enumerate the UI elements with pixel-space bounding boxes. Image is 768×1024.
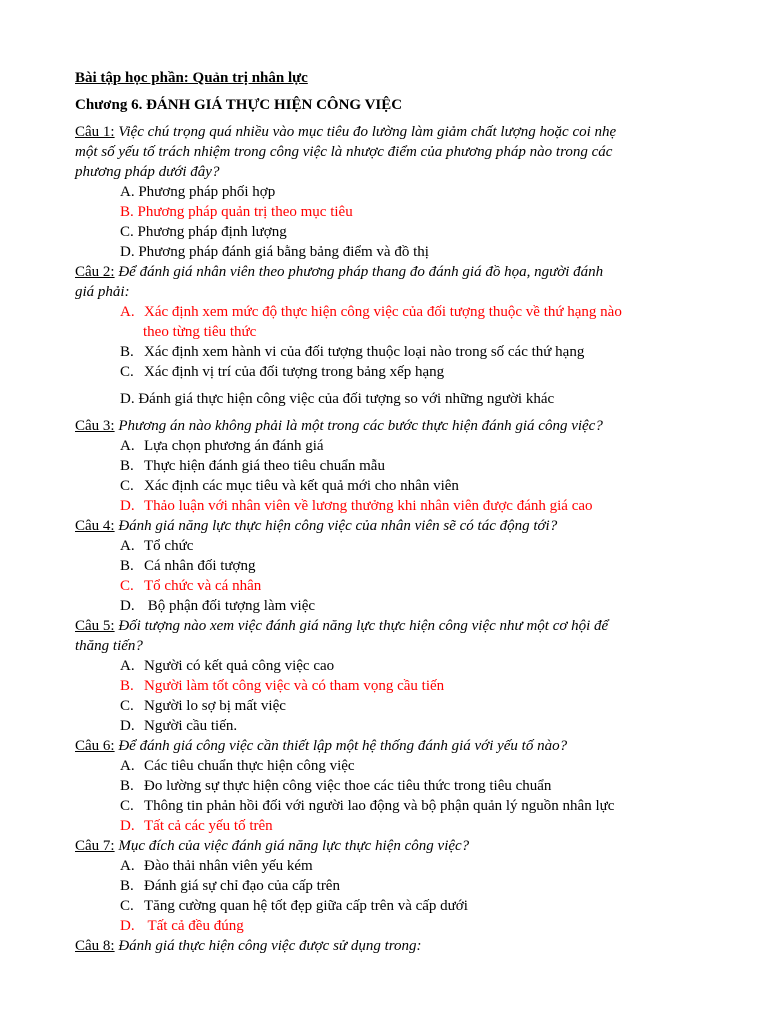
q6-option-a: A. Các tiêu chuẩn thực hiện công việc — [120, 758, 355, 774]
q1-option-c: C. Phương pháp định lượng — [120, 224, 287, 240]
course-title: Bài tập học phần: Quản trị nhân lực — [75, 70, 308, 86]
question-2-line-1: Câu 2: Để đánh giá nhân viên theo phương pháp thang đo đánh giá đồ họa, người đánh — [75, 264, 604, 280]
q6-option-c: C. Thông tin phản hồi đối với người lao động và bộ phận quản lý nguồn nhân lực — [120, 798, 615, 814]
question-8-label: Câu 8: — [75, 938, 115, 954]
q3-option-b: B. Thực hiện đánh giá theo tiêu chuẩn mẫu — [120, 458, 385, 474]
q3-option-a: A. Lựa chọn phương án đánh giá — [120, 438, 324, 454]
q2-option-a-correct: A. Xác định xem mức độ thực hiện công việc của đối tượng thuộc về thứ hạng nào — [120, 304, 622, 320]
question-1-line-3: phương pháp dưới đây? — [75, 164, 220, 180]
q6-option-b: B. Đo lường sự thực hiện công việc thoe các tiêu thức trong tiêu chuẩn — [120, 778, 552, 794]
q6-option-d-correct: D. Tất cả các yếu tố trên — [120, 818, 273, 834]
q5-option-a: A. Người có kết quả công việc cao — [120, 658, 335, 674]
q2-option-c: C. Xác định vị trí của đối tượng trong bảng xếp hạng — [120, 364, 445, 380]
question-3-line-1: Câu 3: Phương án nào không phải là một trong các bước thực hiện đánh giá công việc? — [75, 418, 603, 434]
question-6-line-1: Câu 6: Để đánh giá công việc cần thiết lập một hệ thống đánh giá với yếu tố nào? — [75, 738, 568, 754]
q7-option-c: C. Tăng cường quan hệ tốt đẹp giữa cấp trên và cấp dưới — [120, 898, 468, 914]
q1-option-b-correct: B. Phương pháp quản trị theo mục tiêu — [120, 204, 353, 220]
q3-option-c: C. Xác định các mục tiêu và kết quả mới cho nhân viên — [120, 478, 459, 494]
question-2-label: Câu 2: — [75, 264, 115, 280]
q4-option-a: A. Tổ chức — [120, 538, 194, 554]
q5-option-c: C. Người lo sợ bị mất việc — [120, 698, 286, 714]
question-5-line-2: thăng tiến? — [75, 638, 143, 654]
q5-option-b-correct: B. Người làm tốt công việc và có tham vọng cầu tiến — [120, 678, 445, 694]
question-1-line-2: một số yếu tố trách nhiệm trong công việc là nhược điểm của phương pháp nào trong các — [75, 144, 613, 160]
question-5-line-1: Câu 5: Đối tượng nào xem việc đánh giá năng lực thực hiện công việc như một cơ hội để — [75, 618, 609, 634]
chapter-title: Chương 6. ĐÁNH GIÁ THỰC HIỆN CÔNG VIỆC — [75, 97, 403, 113]
q7-option-d-correct: D. Tất cả đều đúng — [120, 918, 244, 934]
question-4-label: Câu 4: — [75, 518, 115, 534]
q2-option-d: D. Đánh giá thực hiện công việc của đối tượng so với những người khác — [120, 391, 555, 407]
question-4-line-1: Câu 4: Đánh giá năng lực thực hiện công việc của nhân viên sẽ có tác động tới? — [75, 518, 558, 534]
q7-option-b: B. Đánh giá sự chỉ đạo của cấp trên — [120, 878, 340, 894]
q7-option-a: A. Đào thải nhân viên yếu kém — [120, 858, 313, 874]
question-6-label: Câu 6: — [75, 738, 115, 754]
q2-option-b: B. Xác định xem hành vi của đối tượng thuộc loại nào trong số các thứ hạng — [120, 344, 585, 360]
q1-option-a: A. Phương pháp phối hợp — [120, 184, 276, 200]
q4-option-c-correct: C. Tổ chức và cá nhân — [120, 578, 262, 594]
question-1-line-1: Câu 1: Việc chú trọng quá nhiều vào mục tiêu đo lường làm giảm chất lượng hoặc coi nhẹ — [75, 124, 617, 140]
q2-option-a-continuation: theo từng tiêu thức — [143, 324, 257, 340]
question-2-line-2: giá phải: — [75, 284, 130, 300]
q4-option-b: B. Cá nhân đối tượng — [120, 558, 256, 574]
question-3-label: Câu 3: — [75, 418, 115, 434]
question-7-label: Câu 7: — [75, 838, 115, 854]
question-7-line-1: Câu 7: Mục đích của việc đánh giá năng lực thực hiện công việc? — [75, 838, 470, 854]
q4-option-d: D. Bộ phận đối tượng làm việc — [120, 598, 316, 614]
q3-option-d-correct: D. Thảo luận với nhân viên về lương thưởng khi nhân viên được đánh giá cao — [120, 498, 593, 514]
q1-option-d: D. Phương pháp đánh giá bằng bảng điểm và đồ thị — [120, 244, 429, 260]
q5-option-d: D. Người cầu tiến. — [120, 718, 238, 734]
question-1-label: Câu 1: — [75, 124, 115, 140]
question-8-line-1: Câu 8: Đánh giá thực hiện công việc được sử dụng trong: — [75, 938, 422, 954]
question-5-label: Câu 5: — [75, 618, 115, 634]
